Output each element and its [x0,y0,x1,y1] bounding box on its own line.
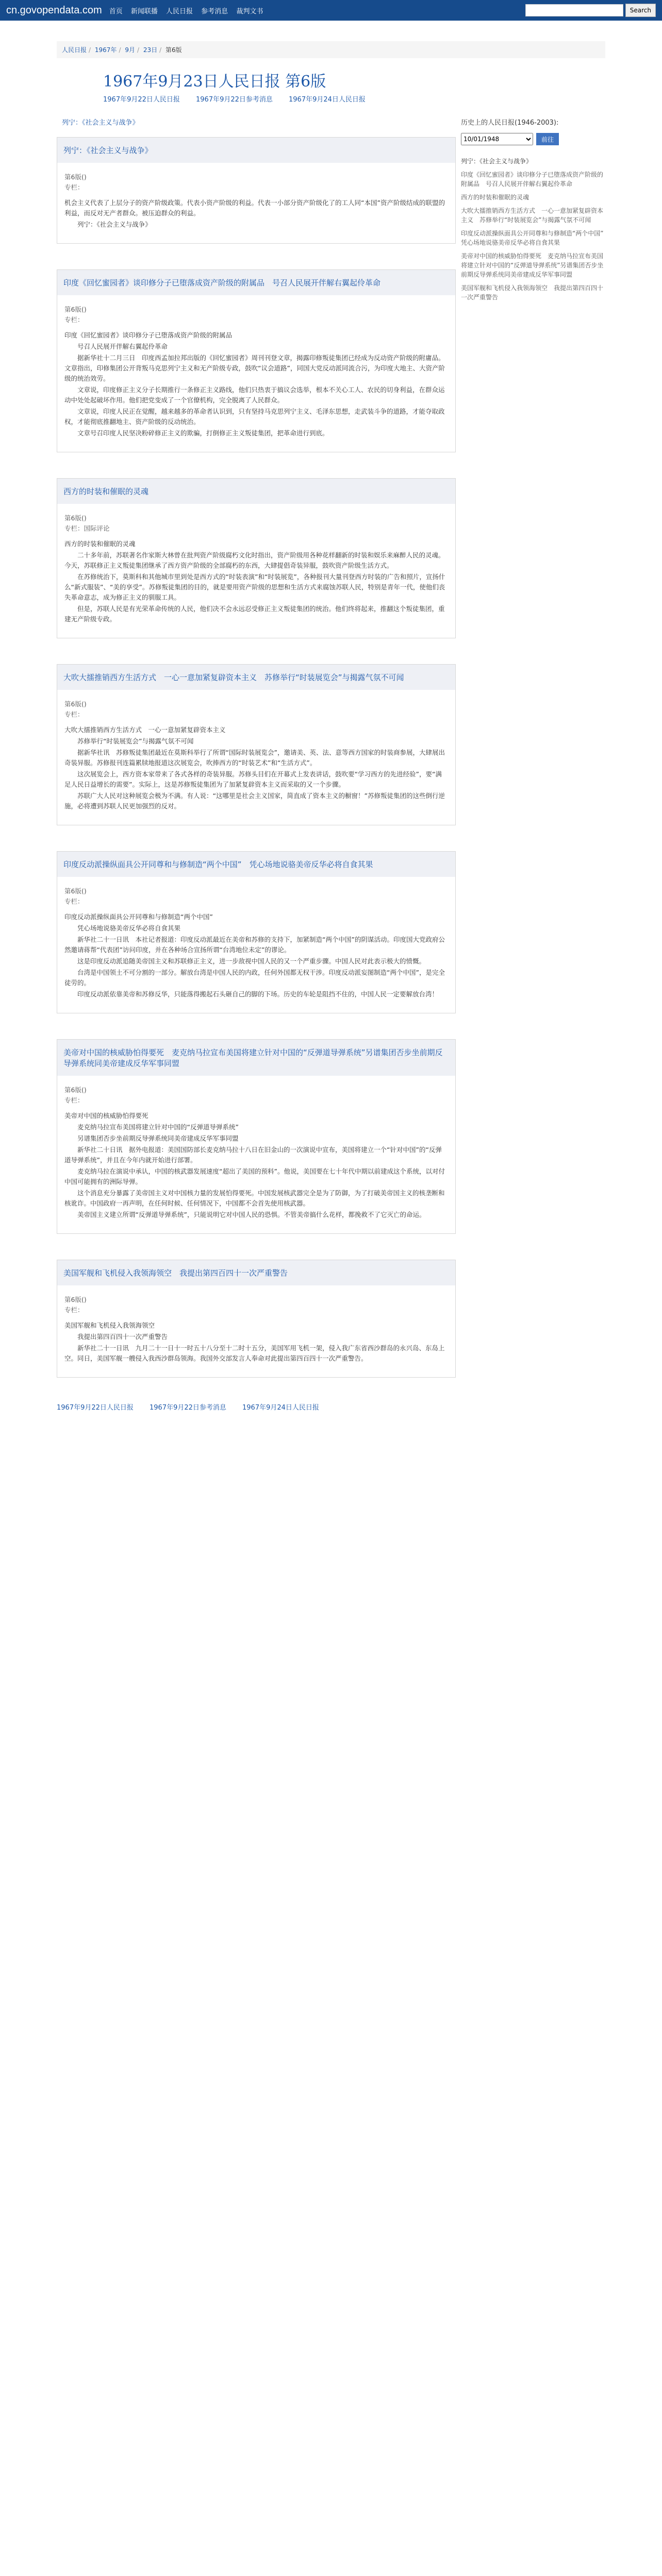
article-header [57,852,455,877]
article-paragraph: 文章号召印度人民坚决粉碎修正主义的欺骗，打倒修正主义叛徒集团，把革命进行到底。 [77,429,329,437]
article-paragraph: 苏联广大人民对这种展览会极为不满。有人说：“这哪里是社会主义国家，简直成了资本主义的橱窗！”苏修叛徒集团的这些倒行逆施，必将遭到苏联人民更加强烈的反对。 [64,792,445,810]
article-header [57,479,455,504]
article-meta [64,886,448,907]
article-paragraph: 另谱集团否步坐前期反导弹系统同美帝建成反华军事同盟 [77,1134,239,1142]
article-meta [64,1295,448,1315]
article-body [57,163,455,243]
article-meta-line: 专栏： [64,710,84,718]
article-body [57,504,455,638]
article-paragraph: 西方的时装和催眠的灵魂 [64,540,136,548]
article-meta-line: 第6版() [64,306,87,313]
breadcrumb-paper[interactable]: 人民日报 [62,46,87,54]
next-day-link-bottom[interactable]: 1967年9月24日人民日报 [242,1404,319,1412]
article-meta-line: 专栏： [64,1306,84,1314]
article-paragraph: 这个消息充分暴露了美帝国主义对中国核力量的发展怕得要死。中国发展核武器完全是为了防御，为了打破美帝国主义的核垄断和核讹诈。中国政府一再声明，在任何时候、任何情况下，中国都不会首先使用核武器。 [64,1189,445,1207]
prev-day-link[interactable]: 1967年9月22日人民日报 [103,96,180,104]
article-paragraph: 这是印度反动派追随美帝国主义和苏联修正主义，进一步敌视中国人民的又一个严重步骤。中国人民对此表示极大的愤慨。 [77,957,426,965]
search-button[interactable]: Search [625,4,656,17]
sidebar-article-link[interactable]: 印度反动派操纵面具公开同尊和与修制造“两个中国” 凭心场地说骆美帝反华必将自食其果 [461,230,610,246]
article-paragraph: 新华社二十一日讯 本社记者报道：印度反动派最近在美帝和苏修的支持下，加紧制造“两个中国”的阴谋活动。印度国大党政府公然邀请蒋帮“代表团”访问印度，并在各种场合宣扬所谓“台湾地位未定”的谬论。 [64,936,445,954]
article-paragraph: 凭心场地说骆美帝反华必将自食其果 [77,924,181,932]
article-card [57,851,456,1013]
article-paragraph: 印度反动派依靠美帝和苏修反华，只能落得搬起石头砸自己的脚的下场。历史的车轮是阻挡不住的，中国人民一定要解放台湾！ [77,990,439,998]
article-meta-line: 第6版() [64,700,87,708]
article-paragraph: 麦克纳马拉在演说中承认，中国的核武器发展速度“超出了美国的预料”。他说，美国要在七十年代中期以前建成这个系统，以对付中国可能拥有的洲际导弹。 [64,1167,445,1185]
article-title-link[interactable]: 美国军舰和飞机侵入我领海领空 我提出第四百四十一次严重警告 [63,1268,288,1278]
article-paragraph: 印度反动派操纵面具公开同尊和与修制造“两个中国” [64,913,213,921]
article-card [57,1260,456,1378]
go-button[interactable]: 前往 [536,133,559,145]
article-paragraph: 大吹大擂推销西方生活方式 一心一意加紧复辟资本主义 [64,726,226,734]
article-card [57,137,456,244]
article-header [57,270,455,295]
article-title-link[interactable]: 大吹大擂推销西方生活方式 一心一意加紧复辟资本主义 苏修举行“时装展览会”与揭露气氛不可闻 [63,673,404,682]
article-meta [64,513,448,534]
article-header [57,1040,455,1076]
article-card [57,1039,456,1234]
article-paragraph: 号召人民展开伴解右翼起伶革命 [77,343,168,350]
article-paragraph: 台湾是中国领土不可分割的一部分。解放台湾是中国人民的内政，任何外国都无权干涉。印度反动派妄图制造“两个中国”，是完全徒劳的。 [64,969,445,987]
article-body [57,1076,455,1233]
breadcrumb-month[interactable]: 9月 [125,46,135,54]
next-day-link[interactable]: 1967年9月24日人民日报 [289,96,366,104]
article-meta [64,172,448,193]
article-title-link[interactable]: 印度反动派操纵面具公开同尊和与修制造“两个中国” 凭心场地说骆美帝反华必将自食其果 [63,860,373,869]
article-paragraph: 印度《回忆蜜园者》谈印修分子已堕落成资产阶级的附属品 [64,331,233,339]
prev-day-link-bottom[interactable]: 1967年9月22日人民日报 [57,1404,134,1412]
article-title-link[interactable]: 美帝对中国的核威胁怕得要死 麦克纳马拉宣布美国将建立针对中国的“反弹道导弹系统”另谱集团否步坐前期反导弹系统同美帝建成反华军事同盟 [63,1048,443,1068]
article-meta-line: 第6版() [64,173,87,181]
article-meta-line: 专栏：国际评论 [64,524,110,532]
article-header [57,665,455,690]
article-paragraph: 苏修举行“时装展览会”与揭露气氛不可闻 [77,737,194,745]
article-meta-line: 专栏： [64,183,84,191]
article-meta-line: 专栏： [64,1096,84,1104]
article-list [57,137,456,1378]
article-paragraph: 美国军舰和飞机侵入我领海领空 [64,1321,155,1329]
top-nav [109,6,270,15]
top-pager [103,95,605,105]
article-paragraph: 二十多年前，苏联著名作家斯大林曾在批判资产阶级腐朽文化时指出，资产阶级用各种花样翻新的时装和娱乐来麻醉人民的灵魂。今天，苏联修正主义叛徒集团继承了西方资产阶级的全部腐朽的东西，大肆提倡奇装异服，鼓吹资产阶级生活方式。 [64,551,445,569]
article-title-link[interactable]: 列宁：《社会主义与战争》 [63,146,153,155]
nav-judgments[interactable]: 裁判文书 [236,7,263,15]
date-select[interactable] [461,133,533,145]
search-input[interactable] [525,4,623,16]
article-meta [64,1085,448,1106]
page-title: 1967年9月23日人民日报 第6版 [103,73,326,91]
reference-news-link-bottom[interactable]: 1967年9月22日参考消息 [150,1404,226,1412]
article-paragraph: 这次展览会上，西方资本家带来了各式各样的奇装异服。苏修头目们在开幕式上发表讲话，鼓吹要“学习西方的先进经验”，要“满足人民日益增长的需要”。实际上，这是苏修叛徒集团为了加紧复辟资本主义而采取的又一个步骤。 [64,770,442,788]
sidebar-article-link[interactable]: 印度《回忆蜜园者》谈印修分子已堕落成资产阶级的附属品 号召人民展开伴解右翼起伶革命 [461,171,604,188]
article-header [57,1260,455,1285]
sidebar-article-list [461,157,610,302]
article-paragraph: 新华社二十一日讯 九月二十一日十一时五十八分至十二时十五分，美国军用飞机一架，侵入我广东省西沙群岛的永兴岛、东岛上空。同日，美国军舰一艘侵入我西沙群岛领海。我国外交部发言人奉命对此提出第四百四十一次严重警告。 [64,1344,445,1362]
sidebar-title: 历史上的人民日报(1946-2003): [461,119,559,127]
breadcrumb-year[interactable]: 1967年 [94,46,117,54]
sidebar-article-link[interactable]: 大吹大擂推销西方生活方式 一心一意加紧复辟资本主义 苏修举行“时装展览会”与揭露气氛不可闻 [461,207,604,224]
site-logo[interactable]: cn.govopendata.com [6,4,102,16]
article-paragraph: 据新华社讯 苏修叛徒集团最近在莫斯科举行了所谓“国际时装展览会”，邀请美、英、法、意等西方国家的时装商参展，大肆展出奇装异服。苏修报刊连篇累牍地报道这次展览会，吹捧西方的“时装艺术”和“生活方式”。 [64,749,445,767]
article-paragraph: 美帝国主义建立所谓“反弹道导弹系统”，只能说明它对中国人民的恐惧。不管美帝搞什么花样，都挽救不了它灭亡的命运。 [77,1211,426,1218]
article-body [57,1285,455,1377]
sidebar-article-link[interactable]: 西方的时装和催眠的灵魂 [461,194,529,201]
article-meta-line: 专栏： [64,897,84,905]
breadcrumb-page: 第6版 [165,46,182,54]
nav-news[interactable]: 新闻联播 [130,7,158,15]
article-paragraph: 列宁：《社会主义与战争》 [77,221,152,228]
breadcrumb: 人民日报 / 1967年 / 9月 / 23日 / 第6版 [57,41,605,58]
article-body [57,295,455,452]
article-card [57,269,456,452]
date-picker [461,133,605,145]
article-card [57,664,456,825]
article-title-link[interactable]: 西方的时装和催眠的灵魂 [63,487,149,496]
first-article-link[interactable]: 列宁：《社会主义与战争》 [62,119,139,127]
article-title-link[interactable]: 印度《回忆蜜园者》谈印修分子已堕落成资产阶级的附属品 号召人民展开伴解右翼起伶革命 [63,278,381,287]
article-meta-line: 第6版() [64,1296,87,1303]
article-paragraph: 据新华社十二月三日 印度西孟加拉邦出版的《回忆蜜园者》周刊刊登文章，揭露印修叛徒集团已经成为反动资产阶级的附庸品。文章指出，印修集团公开背叛马克思列宁主义和无产阶级专政，鼓吹“议会道路”，同国大党反动派同流合污，为印度大地主、大资产阶级的统治效劳。 [64,354,445,382]
article-header [57,138,455,163]
reference-news-link[interactable]: 1967年9月22日参考消息 [196,96,273,104]
nav-home[interactable]: 首页 [109,7,123,15]
top-bar [0,0,662,21]
article-paragraph: 美帝对中国的核威胁怕得要死 [64,1112,148,1120]
search-form [525,4,656,17]
article-meta-line: 第6版() [64,887,87,895]
article-meta [64,304,448,325]
article-meta-line: 专栏： [64,316,84,324]
main-content [57,117,456,1428]
article-meta [64,699,448,720]
article-paragraph: 我提出第四百四十一次严重警告 [77,1333,168,1341]
article-paragraph: 文章说，印度修正主义分子长期推行一条修正主义路线，他们只热衷于搞议会选举，根本不关心工人、农民的切身利益，在群众运动中处处起破坏作用。他们把党变成了一个官僚机构，完全脱离了人民群众。 [64,386,445,404]
article-meta-line: 第6版() [64,514,87,522]
sidebar [461,117,610,1428]
article-card [57,478,456,638]
breadcrumb-day[interactable]: 23日 [143,46,158,54]
article-paragraph: 机会主义代表了上层分子的资产阶级政策。代表小资产阶级的利益。代表一小部分资产阶级化了的工人同“本国”资产阶级结成的联盟的利益，而反对无产者群众。被压迫群众的利益。 [64,199,445,217]
article-paragraph: 在苏修统治下，莫斯科和其他城市里到处是西方式的“时装表演”和“时装展览”，各种报刊大量刊登西方时装的广告和照片，宣扬什么“新式服装”、“美的享受”。苏修叛徒集团的目的，就是要用资产阶级的思想和生活方式来腐蚀苏联人民，特别是青年一代，使他们丧失革命意志，成为修正主义的驯服工具。 [64,573,445,601]
sidebar-article-link[interactable]: 美帝对中国的核威胁怕得要死 麦克纳马拉宣布美国将建立针对中国的“反弹道导弹系统”另谱集团否步坐前期反导弹系统同美帝建成反华军事同盟 [461,252,604,278]
sidebar-article-link[interactable]: 列宁：《社会主义与战争》 [461,158,533,165]
article-paragraph: 文章说，印度人民正在觉醒，越来越多的革命者认识到，只有坚持马克思列宁主义、毛泽东思想，走武装斗争的道路，才能夺取政权，才能彻底推翻地主、资产阶级的反动统治。 [64,408,445,426]
article-paragraph: 但是，苏联人民是有光荣革命传统的人民，他们决不会永远忍受修正主义叛徒集团的统治。他们终将起来，推翻这个叛徒集团，重建无产阶级专政。 [64,605,445,623]
nav-peoples-daily[interactable]: 人民日报 [166,7,193,15]
article-body [57,690,455,825]
sidebar-article-link[interactable]: 美国军舰和飞机侵入我领海领空 我提出第四百四十一次严重警告 [461,284,604,301]
article-meta-line: 第6版() [64,1086,87,1094]
article-body [57,877,455,1013]
article-paragraph: 新华社二十日讯 据外电报道：美国国防部长麦克纳马拉十八日在旧金山的一次演说中宣布，美国将建立一个“针对中国”的“反弹道导弹系统”，并且在今年内就开始进行部署。 [64,1146,442,1164]
article-paragraph: 麦克纳马拉宣布美国将建立针对中国的“反弹道导弹系统” [77,1123,239,1131]
nav-reference-news[interactable]: 参考消息 [201,7,228,15]
bottom-pager [57,1403,456,1428]
